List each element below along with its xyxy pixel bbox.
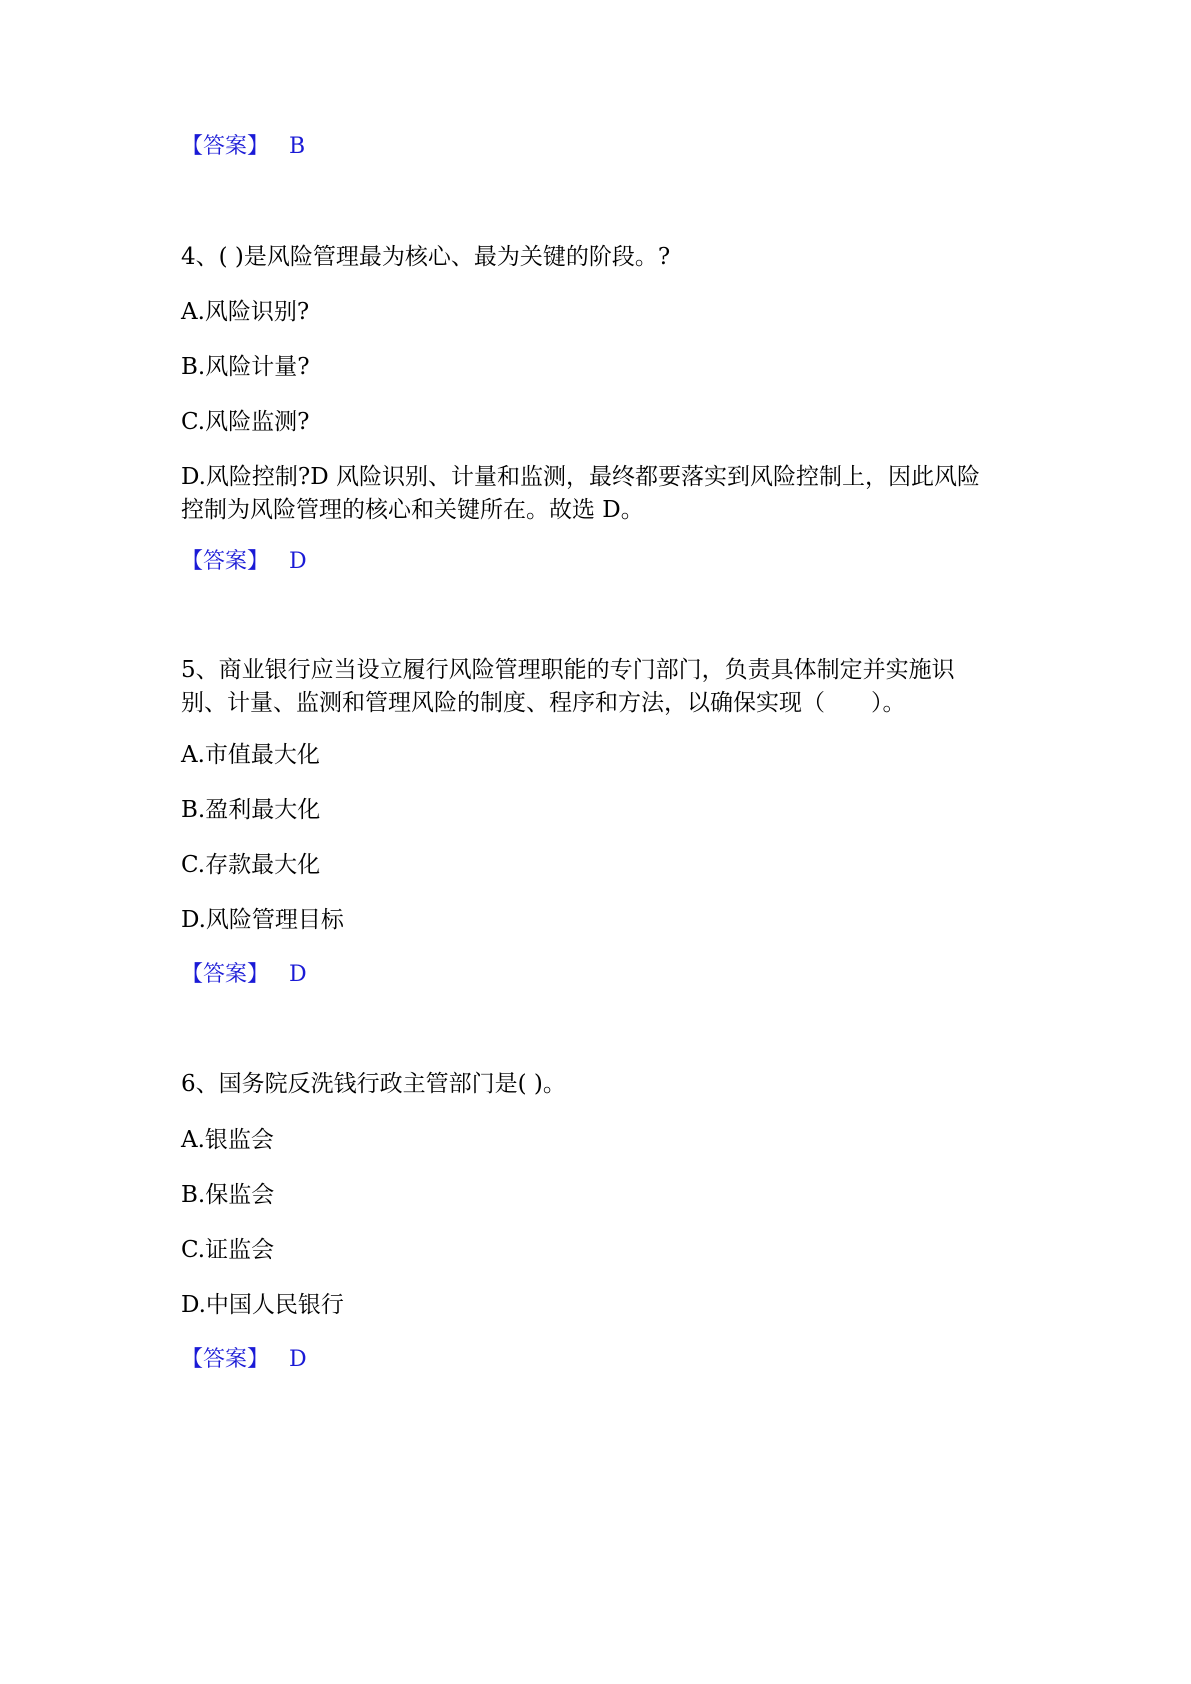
answer-label: 【答案】: [181, 962, 270, 987]
answer-label: 【答案】: [181, 134, 270, 159]
question-4-option-a: A.风险识别?: [181, 299, 310, 325]
question-4-option-b: B.风险计量?: [181, 354, 310, 380]
answer-value: D: [289, 962, 307, 987]
question-4-option-d-cont: 控制为风险管理的核心和关键所在。故选 D。: [181, 497, 644, 523]
question-6-option-a: A.银监会: [181, 1127, 274, 1153]
answer-label: 【答案】: [181, 549, 270, 574]
question-5-option-d: D.风险管理目标: [181, 907, 344, 933]
question-4-answer: [181, 545, 307, 578]
answer-line: [181, 130, 305, 163]
answer-label: 【答案】: [181, 1347, 270, 1372]
question-6-option-c: C.证监会: [181, 1237, 275, 1263]
question-4-option-c: C.风险监测?: [181, 409, 310, 435]
question-5-option-a: A.市值最大化: [181, 742, 320, 768]
question-6-answer: [181, 1343, 307, 1376]
question-5-stem: 5、商业银行应当设立履行风险管理职能的专门部门，负责具体制定并实施识: [181, 657, 955, 683]
question-5-stem-cont: 别、计量、监测和管理风险的制度、程序和方法，以确保实现（ ）。: [181, 690, 906, 716]
answer-value: B: [289, 134, 306, 159]
question-5-option-b: B.盈利最大化: [181, 797, 321, 823]
question-6-option-d: D.中国人民银行: [181, 1292, 344, 1318]
answer-value: D: [289, 1347, 307, 1372]
question-6-stem: 6、国务院反洗钱行政主管部门是( )。: [181, 1071, 566, 1097]
question-4-stem: 4、( )是风险管理最为核心、最为关键的阶段。?: [181, 244, 671, 270]
question-6-option-b: B.保监会: [181, 1182, 275, 1208]
question-5-option-c: C.存款最大化: [181, 852, 321, 878]
question-4-option-d: D.风险控制?D 风险识别、计量和监测，最终都要落实到风险控制上，因此风险: [181, 464, 981, 490]
question-5-answer: [181, 958, 307, 991]
answer-value: D: [289, 549, 307, 574]
